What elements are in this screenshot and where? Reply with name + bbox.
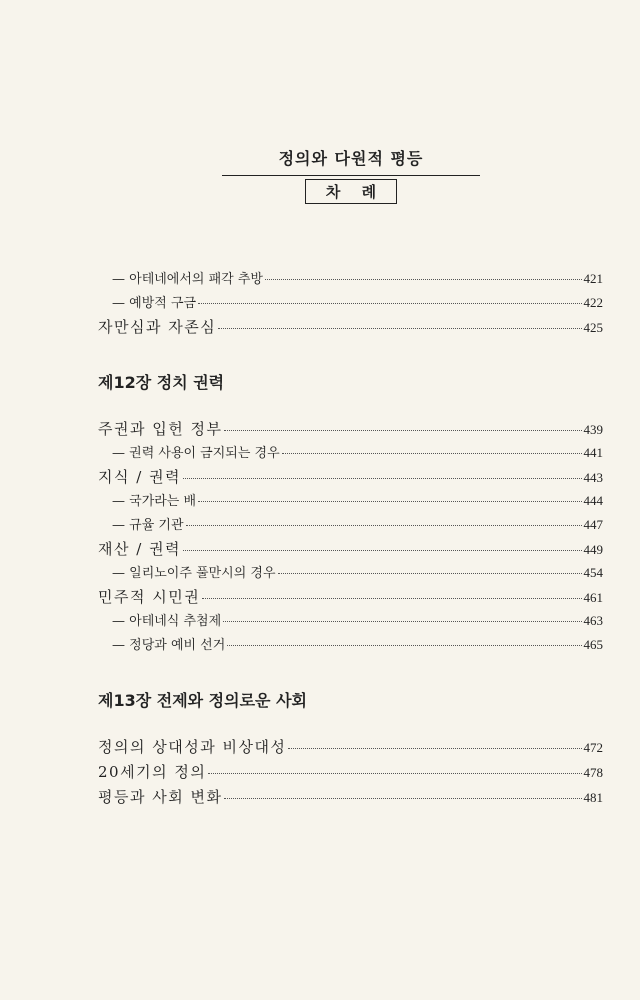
toc-entry: [98, 418, 603, 440]
toc-entry-title: 20세기의 정의: [98, 763, 207, 781]
toc-entry: [98, 610, 603, 632]
toc-entry-page: 449: [583, 542, 603, 557]
toc-entry-page: 441: [583, 445, 603, 460]
toc-entry: [98, 316, 603, 338]
chapter-heading: 제12장 정치 권력: [98, 373, 225, 392]
toc-entry-title: 평등과 사회 변화: [98, 788, 223, 806]
page-header: [222, 146, 480, 204]
toc-entry-page: 443: [583, 470, 603, 485]
dot-leader: [223, 621, 581, 622]
toc-entry: [98, 514, 603, 536]
toc-entry-title: 민주적 시민권: [98, 588, 201, 606]
toc-entry-title: 정의의 상대성과 비상대성: [98, 738, 287, 756]
toc-entry: [98, 292, 603, 314]
toc-entry: [98, 761, 603, 783]
dot-leader: [227, 645, 581, 646]
dot-leader: [183, 478, 581, 479]
toc-entry-page: 447: [583, 517, 603, 532]
toc-entry-page: 425: [583, 320, 603, 335]
toc-entry-title: — 규율 기관: [112, 518, 184, 533]
dot-leader: [265, 279, 582, 280]
toc-entry-title: — 정당과 예비 선거: [112, 638, 226, 653]
toc-entry: [98, 268, 603, 290]
toc-entry: [98, 466, 603, 488]
toc-entry: [98, 586, 603, 608]
toc-entry: [98, 634, 603, 656]
toc-entry: [98, 442, 603, 464]
dot-leader: [202, 598, 581, 599]
toc-entry-page: 481: [583, 790, 603, 805]
toc-entry-page: 478: [583, 765, 603, 780]
chapter-heading: 제13장 전제와 정의로운 사회: [98, 691, 307, 710]
toc-entry-title: — 예방적 구금: [112, 296, 197, 311]
toc-entry-title: 재산 / 권력: [98, 540, 182, 558]
dot-leader: [288, 748, 581, 749]
toc-entry-page: 439: [583, 422, 603, 437]
toc-entry-title: — 일리노이주 풀만시의 경우: [112, 566, 276, 581]
toc-entry-page: 444: [583, 493, 603, 508]
dot-leader: [183, 550, 581, 551]
toc-entry: [98, 490, 603, 512]
contents-label: 차 례: [305, 179, 397, 204]
dot-leader: [282, 453, 582, 454]
toc-entry-page: 422: [583, 295, 603, 310]
toc-entry-title: — 국가라는 배: [112, 494, 197, 509]
toc-entry-page: 454: [583, 565, 603, 580]
toc-entry-title: — 권력 사용이 금지되는 경우: [112, 446, 280, 461]
dot-leader: [198, 501, 581, 502]
toc-entry-title: 지식 / 권력: [98, 468, 182, 486]
toc-entry: [98, 736, 603, 758]
toc-entry-page: 472: [583, 740, 603, 755]
dot-leader: [208, 773, 581, 774]
toc-entry-page: 421: [583, 271, 603, 286]
book-title: 정의와 다원적 평등: [222, 146, 480, 176]
toc-entry: [98, 786, 603, 808]
toc-entry-page: 465: [583, 637, 603, 652]
dot-leader: [186, 525, 582, 526]
toc-entry: [98, 538, 603, 560]
toc-entry-page: 463: [583, 613, 603, 628]
dot-leader: [278, 573, 582, 574]
dot-leader: [224, 798, 581, 799]
dot-leader: [218, 328, 581, 329]
dot-leader: [224, 430, 581, 431]
dot-leader: [198, 303, 581, 304]
toc-entry-title: 주권과 입헌 정부: [98, 420, 223, 438]
toc-entry-title: — 아테네에서의 패각 추방: [112, 272, 263, 287]
toc-entry: [98, 562, 603, 584]
toc-entry-title: 자만심과 자존심: [98, 318, 217, 336]
toc-entry-title: — 아테네식 추첨제: [112, 614, 222, 629]
toc-entry-page: 461: [583, 590, 603, 605]
